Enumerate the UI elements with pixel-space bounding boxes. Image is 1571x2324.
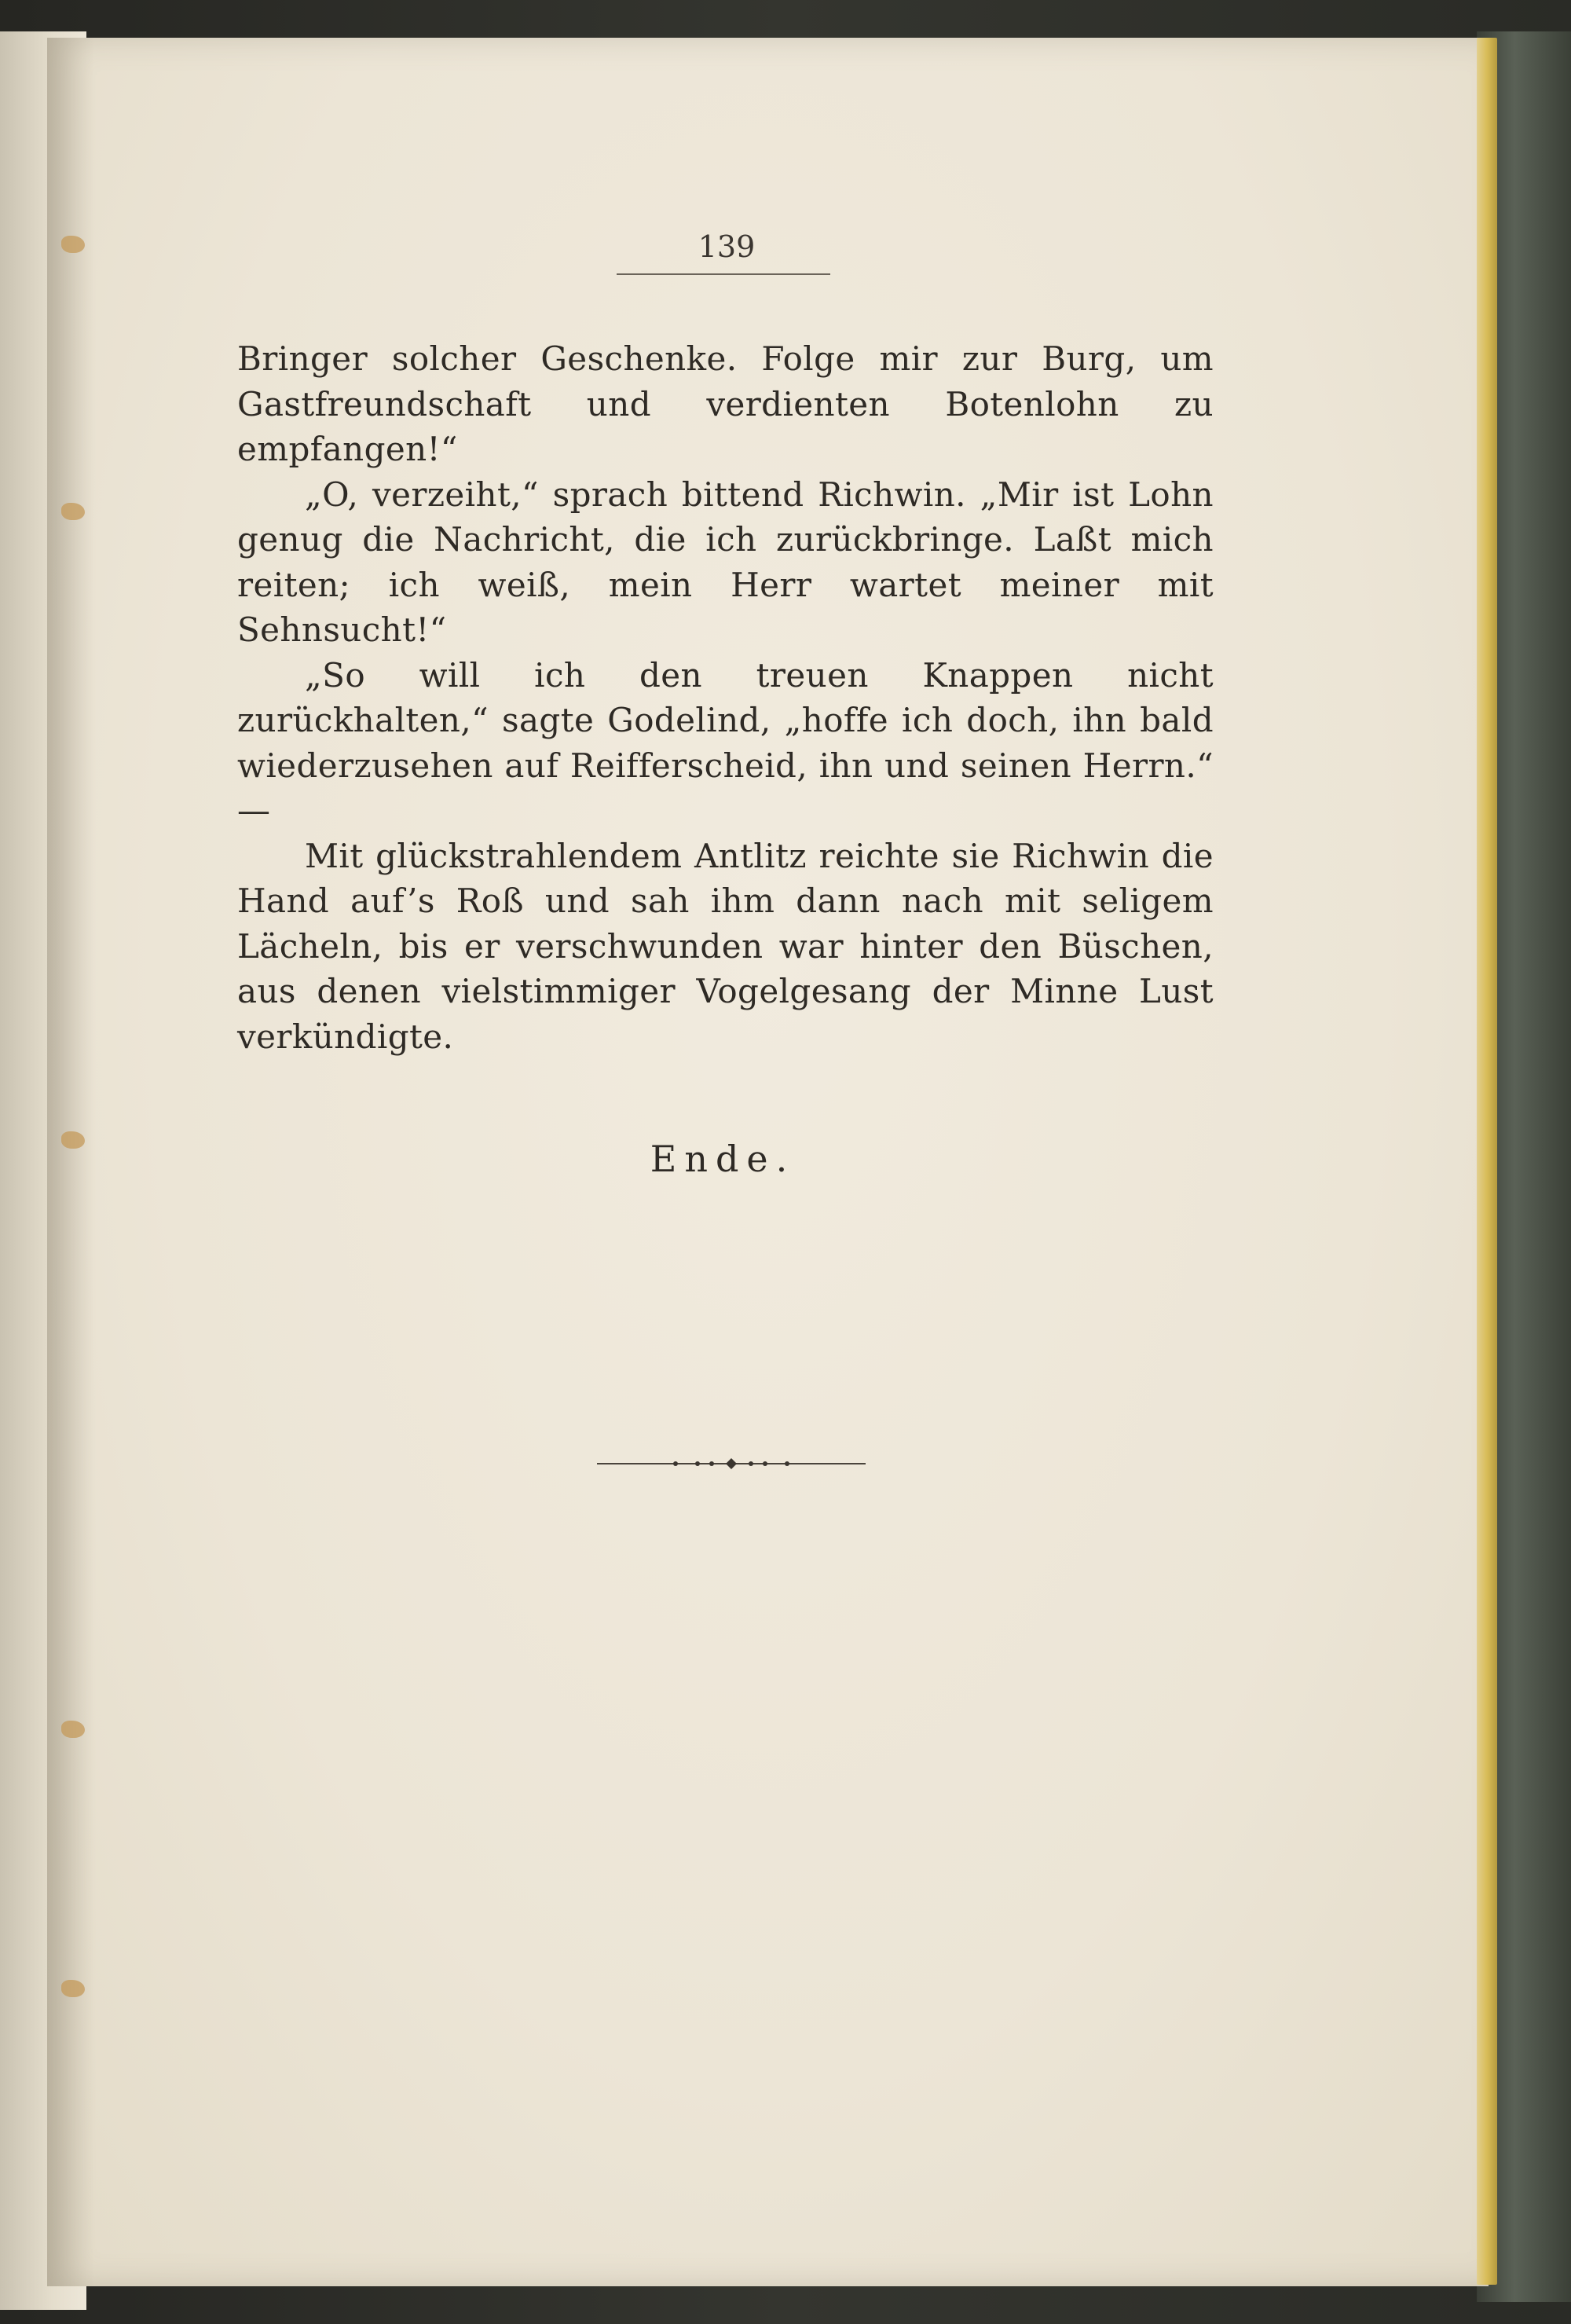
gilded-page-edge <box>1477 38 1497 2285</box>
binding-thread-mark <box>61 503 85 520</box>
binding-thread-mark <box>61 1980 85 1997</box>
paragraph: „So will ich den treuen Knappen nicht zurückhalten,“ sagte Godelind, „hoffe ich doch, ihn bald wiederzusehen auf Reifferscheid, ihn und seinen Herrn.“ — <box>237 655 1214 830</box>
dotted-rule-ornament-icon <box>597 1452 866 1475</box>
binding-thread-mark <box>61 236 85 253</box>
page-number: 139 <box>698 229 756 264</box>
binding-thread-mark <box>61 1131 85 1149</box>
paragraph: „O, verzeiht,“ sprach bittend Richwin. „Mir ist Lohn genug die Nachricht, die ich zurückbringe. Laßt mich reiten; ich weiß, mein Herr wartet meiner mit Sehnsucht!“ <box>237 475 1214 649</box>
binding-thread-mark <box>61 1721 85 1738</box>
body-text <box>237 336 1214 1059</box>
page-number-rule <box>617 273 830 275</box>
closing-word: Ende. <box>650 1138 796 1180</box>
paragraph: Bringer solcher Geschenke. Folge mir zur Burg, um Gastfreundschaft und verdienten Botenlohn zu empfangen!“ <box>237 339 1214 468</box>
paragraph: Mit glückstrahlendem Antlitz reichte sie Richwin die Hand auf’s Roß und sah ihm dann nach mit seligem Lächeln, bis er verschwunden war hinter den Büschen, aus denen vielstimmiger Vogelgesang der Minne Lust verkündigte. <box>237 836 1214 1056</box>
gutter-shadow <box>47 38 94 2286</box>
